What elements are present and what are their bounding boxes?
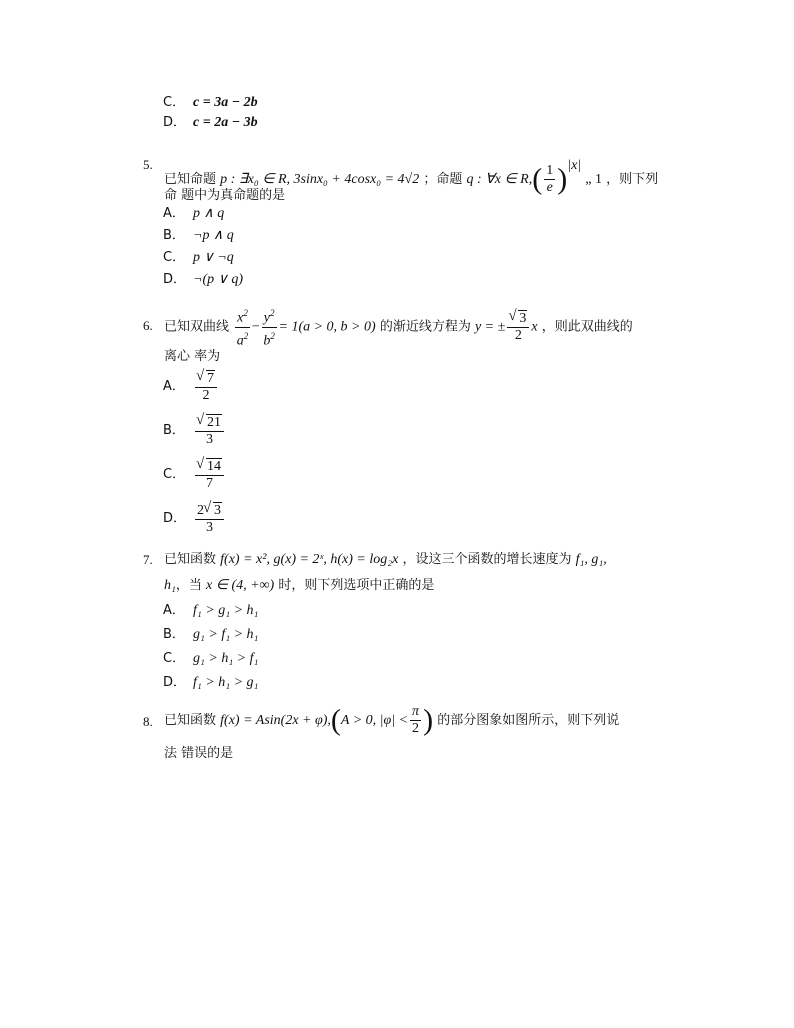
option-fraction: $\frac{2√ 3}{3}$ [195,502,224,536]
q6-mid: 的渐近线方程为 [379,319,471,335]
question-5-line2: 命 题中为真命题的是 [164,188,286,203]
q8-condition: A > 0, |φ| < [340,713,409,728]
option-label: C． [163,250,186,265]
option-label: B． [163,423,185,438]
q8-end: 的部分图象如图所示，则下列说 [437,713,620,728]
option-label: C． [163,651,186,666]
q8-pi-fraction: $\frac{\pi}{2}$ [412,704,420,736]
option-label: B． [163,228,185,243]
q6-fraction-x: $\frac{x^2}{a^2}$ [235,305,250,349]
option-expression: f₁ > g₁ > h₁ [193,603,259,618]
option-expression: p ∨ ¬q [193,250,234,265]
question-5-number: 5. [143,157,153,172]
q6-condition: = 1(a > 0, b > 0) [278,319,376,335]
q5-proposition-p: p : ∃x₀ ∈ R, 3sinx₀ + 4cosx₀ = 4√2 [220,172,420,187]
q6-intro: 已知双曲线 [164,319,230,335]
question-5-stem: 已知命题 p : ∃x₀ ∈ R, 3sinx₀ + 4cosx₀ = 4√2 ；命题 q : ∀x ∈ R,( $\frac{1}{e}$ )$^{|x|}$ „ 1 ，则下列 [164,158,659,196]
q5-proposition-q: q : ∀x ∈ R, [466,172,533,187]
option-row [163,626,258,644]
prev-option-d [163,114,258,132]
q6-asymptote-fraction: √ $\frac{3}{2}$ [507,310,529,344]
option-row [163,271,243,289]
question-7-line2: h₁，当 x ∈ (4, +∞) 时，则下列选项中正确的是 [164,578,435,593]
option-expression: ¬p ∧ q [193,228,234,243]
option-label: D． [163,675,187,690]
option-label: D． [163,511,187,526]
option-row [163,650,258,668]
q7-rates: f₁, g₁, [575,552,607,567]
q6-end: ，则此双曲线的 [541,319,633,335]
option-expression: ¬(p ∨ q) [193,272,244,287]
q5-mid: ；命题 [423,172,463,187]
question-7-number: 7. [143,552,153,567]
option-expression: c = 3a − 2b [193,95,258,110]
option-label: A． [163,379,185,394]
option-label: A． [163,603,185,618]
option-fraction: √ $\frac{21}{3}$ [195,414,224,448]
option-label: A． [163,206,185,221]
option-expression: c = 2a − 3b [193,115,258,130]
option-row [163,249,234,267]
question-8-line2: 法 错误的是 [164,746,234,761]
q7-mid: ，设这三个函数的增长速度为 [402,552,572,567]
option-row [163,367,219,407]
q5-end: ，则下列 [606,172,659,187]
question-6-line2: 离心 率为 [164,349,221,364]
question-7-stem [164,551,607,569]
q8-intro: 已知函数 [164,713,217,728]
q7-intro: 已知函数 [164,552,217,567]
option-label: B． [163,627,185,642]
q5-fraction: $\frac{1}{e}$ [546,163,554,195]
option-row [163,455,226,495]
option-label: C． [163,467,186,482]
option-row [163,674,258,692]
option-label: D． [163,272,187,287]
option-row [163,227,234,245]
option-fraction: √ $\frac{7}{2}$ [195,370,217,404]
question-8-stem: 已知函数 f(x) = Asin(2x + φ),(A > 0, |φ| < $\frac{\pi}{2}$ ) 的部分图象如图所示，则下列说 [164,703,620,737]
option-expression: g₁ > h₁ > f₁ [193,651,259,666]
option-row [163,602,258,620]
prev-option-c [163,94,258,112]
question-6-number: 6. [143,318,153,333]
option-row [163,205,224,223]
q6-fraction-y: $\frac{y^2}{b^2}$ [262,305,277,349]
option-expression: g₁ > f₁ > h₁ [193,627,259,642]
option-expression: f₁ > h₁ > g₁ [193,675,259,690]
question-8-number: 8. [143,714,153,729]
option-fraction: √ $\frac{14}{7}$ [195,458,224,492]
q5-tail: „ 1 [585,172,603,187]
q5-intro: 已知命题 [164,172,217,187]
q6-asymptote: y = ± [474,319,506,335]
option-row [163,411,226,451]
option-row [163,499,226,539]
q5-exponent: |x| [567,158,582,173]
q7-functions: f(x) = x², g(x) = 2ˣ, h(x) = log₂x [220,552,399,567]
q8-function: f(x) = Asin(2x + φ), [220,713,331,728]
question-6-stem: 已知双曲线 $\frac{x^2}{a^2}$ − $\frac{y^2}{b^2}$ = 1(a > 0, b > 0) 的渐近线方程为 y = ± √ $\frac{3}{2}$ x ，则此双曲线的 [164,305,633,349]
option-expression: p ∧ q [193,206,225,221]
option-label: C． [163,95,186,110]
option-label: D． [163,115,187,130]
